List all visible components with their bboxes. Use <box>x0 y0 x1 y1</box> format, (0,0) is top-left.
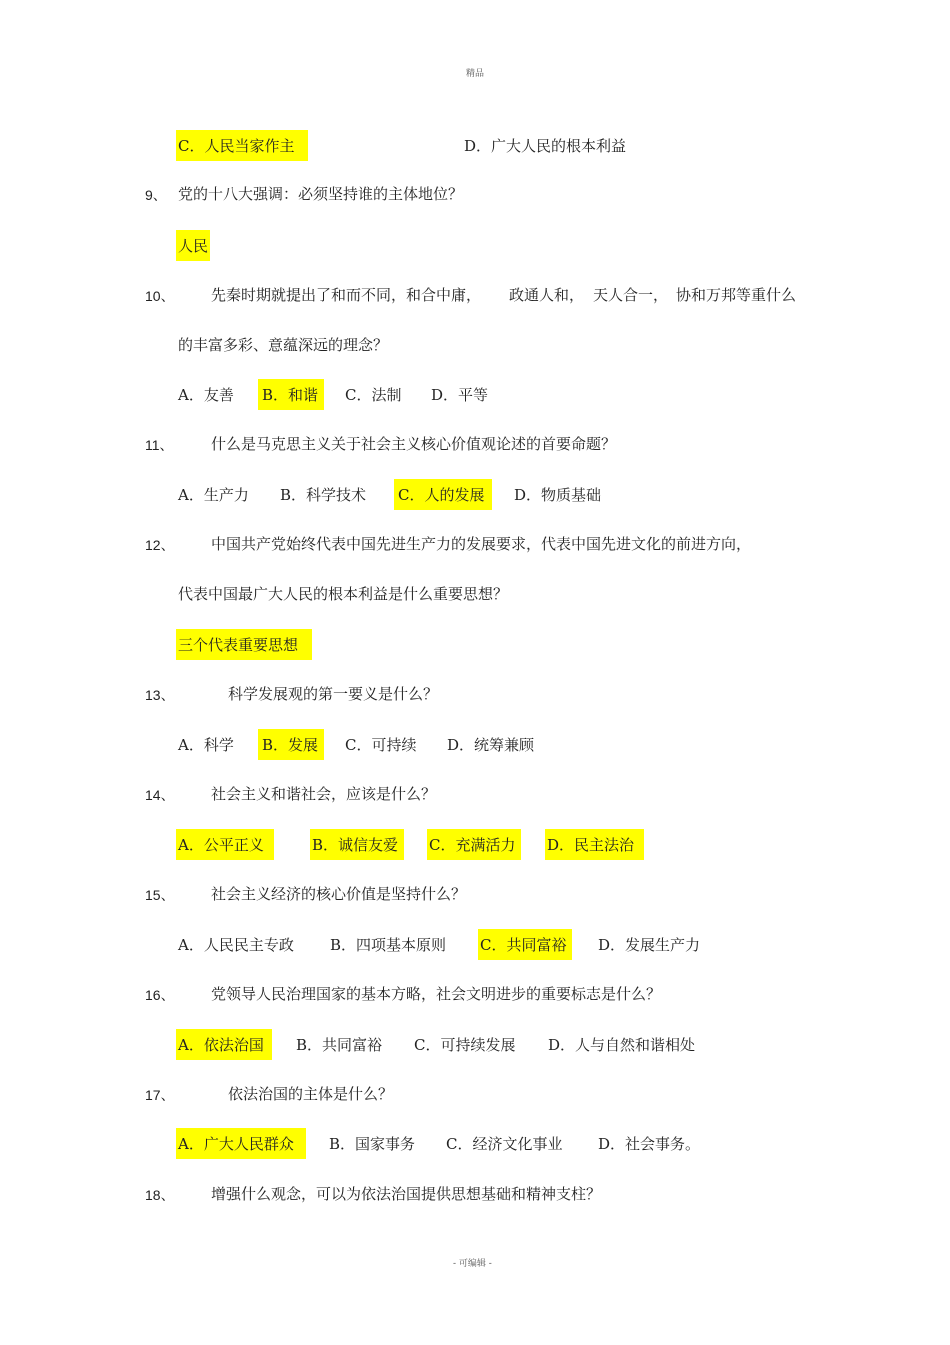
question-text: 天人合一， <box>593 286 669 304</box>
question-number: 9、 <box>145 187 167 203</box>
question-text: 党的十八大强调：必须坚持谁的主体地位？ <box>178 185 464 203</box>
option-a: A．人民民主专政 <box>178 936 294 954</box>
question-text: 党领导人民治理国家的基本方略，社会文明进步的重要标志是什么？ <box>211 985 662 1003</box>
option-d: D．发展生产力 <box>598 936 701 954</box>
option-b-highlighted: B．和谐 <box>258 379 324 410</box>
option-a-highlighted: A．广大人民群众 <box>176 1128 306 1159</box>
option-c: C．经济文化事业 <box>446 1135 563 1153</box>
option-c: C．可持续发展 <box>414 1036 516 1054</box>
option-c: C．可持续 <box>345 736 417 754</box>
page-header: 精品 <box>466 69 485 79</box>
question-text: 代表中国最广大人民的根本利益是什么重要思想？ <box>178 585 509 603</box>
question-number: 17、 <box>145 1087 175 1103</box>
question-text: 先秦时期就提出了和而不同，和合中庸， <box>211 286 482 304</box>
option-a: A．科学 <box>178 736 234 754</box>
question-text: 政通人和， <box>509 286 585 304</box>
question-text: 社会主义和谐社会，应该是什么？ <box>211 785 437 803</box>
answer-highlighted: 人民 <box>176 230 210 261</box>
question-text: 依法治国的主体是什么？ <box>228 1085 394 1103</box>
question-text: 的丰富多彩、意蕴深远的理念？ <box>178 336 389 354</box>
option-a: A．友善 <box>178 386 234 404</box>
option-c-highlighted: C．人的发展 <box>394 479 492 510</box>
question-number: 16、 <box>145 987 175 1003</box>
option-d: D．社会事务。 <box>598 1135 701 1153</box>
option-d-highlighted: D．民主法治 <box>545 829 644 860</box>
question-text: 科学发展观的第一要义是什么？ <box>228 685 439 703</box>
option-b: B．四项基本原则 <box>330 936 447 954</box>
option-b: B．科学技术 <box>280 486 367 504</box>
option-b-highlighted: B．发展 <box>258 729 324 760</box>
option-a-highlighted: A．公平正义 <box>176 829 274 860</box>
option-c-highlighted: C．共同富裕 <box>478 929 572 960</box>
question-number: 14、 <box>145 787 175 803</box>
option-b: B．国家事务 <box>329 1135 416 1153</box>
question-number: 10、 <box>145 288 175 304</box>
option-d: D．平等 <box>431 386 489 404</box>
question-text: 中国共产党始终代表中国先进生产力的发展要求，代表中国先进文化的前进方向， <box>211 535 752 553</box>
option-a-highlighted: A．依法治国 <box>176 1029 272 1060</box>
option-c-highlighted: C．充满活力 <box>427 829 521 860</box>
option-c-highlighted: C．人民当家作主 <box>176 130 308 161</box>
option-d: D．物质基础 <box>514 486 602 504</box>
option-d: D．广大人民的根本利益 <box>464 137 627 155</box>
question-number: 18、 <box>145 1187 175 1203</box>
option-d: D．人与自然和谐相处 <box>548 1036 696 1054</box>
question-text: 协和万邦等重什么 <box>676 286 797 304</box>
question-number: 12、 <box>145 537 175 553</box>
option-a: A．生产力 <box>178 486 249 504</box>
page-footer: - 可编辑 - <box>453 1259 492 1269</box>
question-number: 13、 <box>145 687 175 703</box>
option-b: B．共同富裕 <box>296 1036 383 1054</box>
option-d: D．统筹兼顾 <box>447 736 535 754</box>
question-text: 社会主义经济的核心价值是坚持什么？ <box>211 885 467 903</box>
question-text: 什么是马克思主义关于社会主义核心价值观论述的首要命题？ <box>211 435 617 453</box>
question-number: 11、 <box>145 437 174 453</box>
option-b-highlighted: B．诚信友爱 <box>310 829 404 860</box>
question-number: 15、 <box>145 887 175 903</box>
option-c: C．法制 <box>345 386 402 404</box>
answer-highlighted: 三个代表重要思想 <box>176 629 312 660</box>
question-text: 增强什么观念，可以为依法治国提供思想基础和精神支柱？ <box>211 1185 602 1203</box>
